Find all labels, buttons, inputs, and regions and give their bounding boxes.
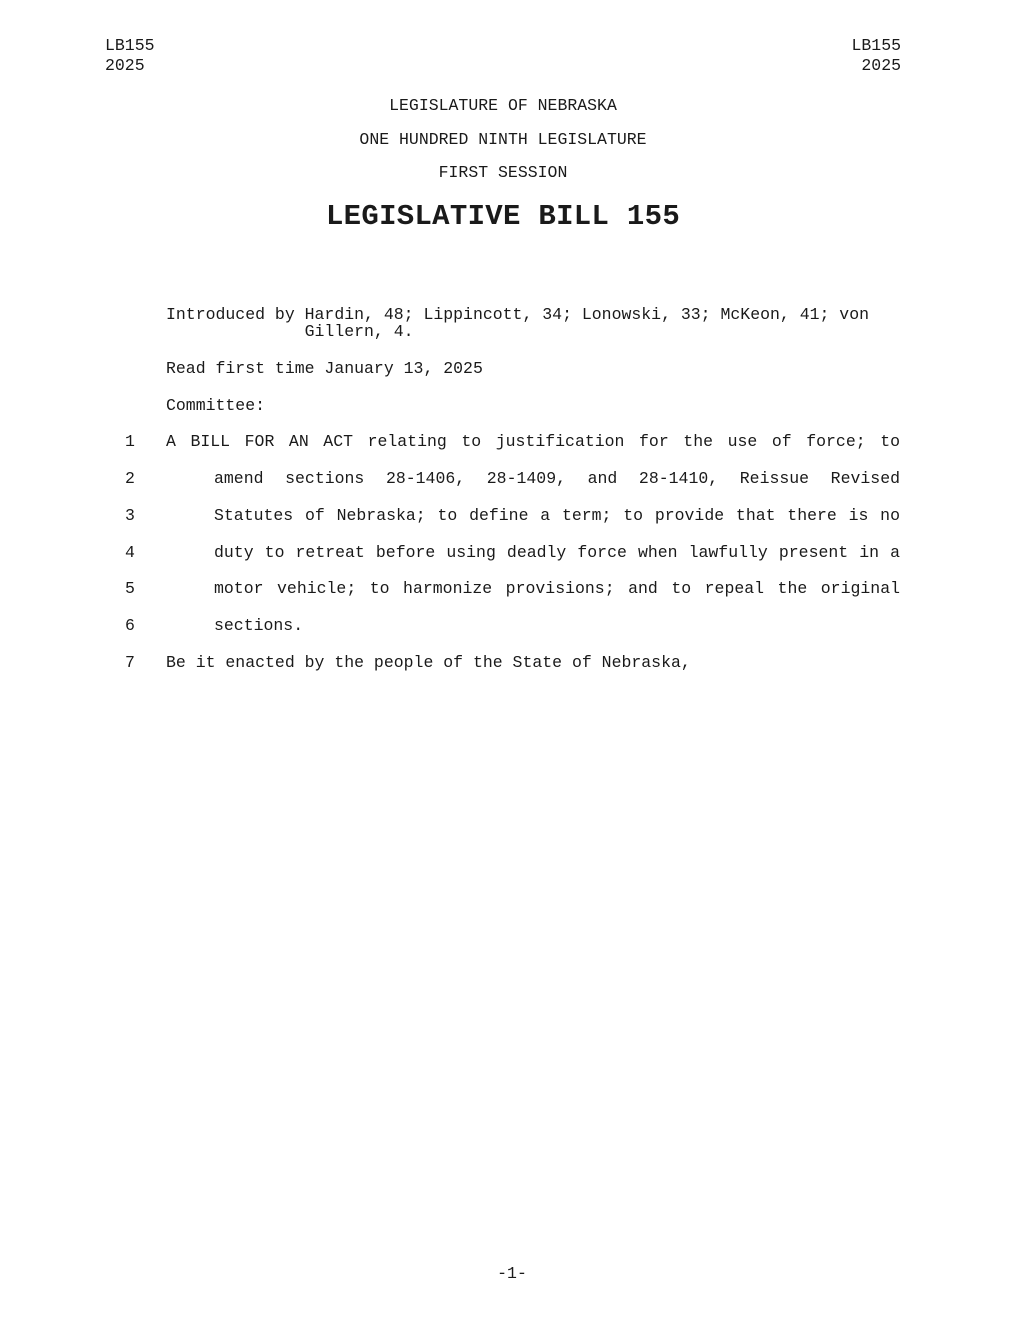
header-right [851, 36, 901, 76]
read-first-time: Read first time January 13, 2025 [166, 359, 483, 378]
legislature-name: LEGISLATURE OF NEBRASKA [389, 96, 617, 115]
bill-title: LEGISLATIVE BILL 155 [325, 200, 681, 233]
bill-line: amend sections 28-1406, 28-1409, and 28-1410, Reissue Revised [214, 469, 900, 488]
header-left [105, 36, 155, 76]
enacting-clause: Be it enacted by the people of the State of Nebraska, [166, 653, 691, 672]
session-name: FIRST SESSION [438, 163, 568, 182]
year-left: 2025 [105, 56, 145, 75]
page-number: -1- [497, 1264, 527, 1283]
bill-line: motor vehicle; to harmonize provisions; and to repeal the original [214, 579, 900, 598]
line-number: 1 [125, 432, 135, 451]
bill-line: duty to retreat before using deadly force when lawfully present in a [214, 543, 900, 562]
committee-label: Committee: [166, 396, 266, 415]
line-number: 2 [125, 469, 135, 488]
bill-line: Statutes of Nebraska; to define a term; to provide that there is no [214, 506, 900, 525]
line-number: 4 [125, 543, 135, 562]
line-number: 6 [125, 616, 135, 635]
bill-number-left: LB155 [105, 36, 155, 55]
bill-number-right: LB155 [851, 36, 901, 55]
legislature-number: ONE HUNDRED NINTH LEGISLATURE [359, 130, 647, 149]
bill-line: A BILL FOR AN ACT relating to justification for the use of force; to [166, 432, 900, 451]
line-number: 7 [125, 653, 135, 672]
introduced-by: Introduced by Hardin, 48; Lippincott, 34; Lonowski, 33; McKeon, 41; von Gillern, 4. [166, 305, 870, 341]
year-right: 2025 [861, 56, 901, 75]
bill-line: sections. [214, 616, 304, 635]
line-number: 5 [125, 579, 135, 598]
line-number: 3 [125, 506, 135, 525]
